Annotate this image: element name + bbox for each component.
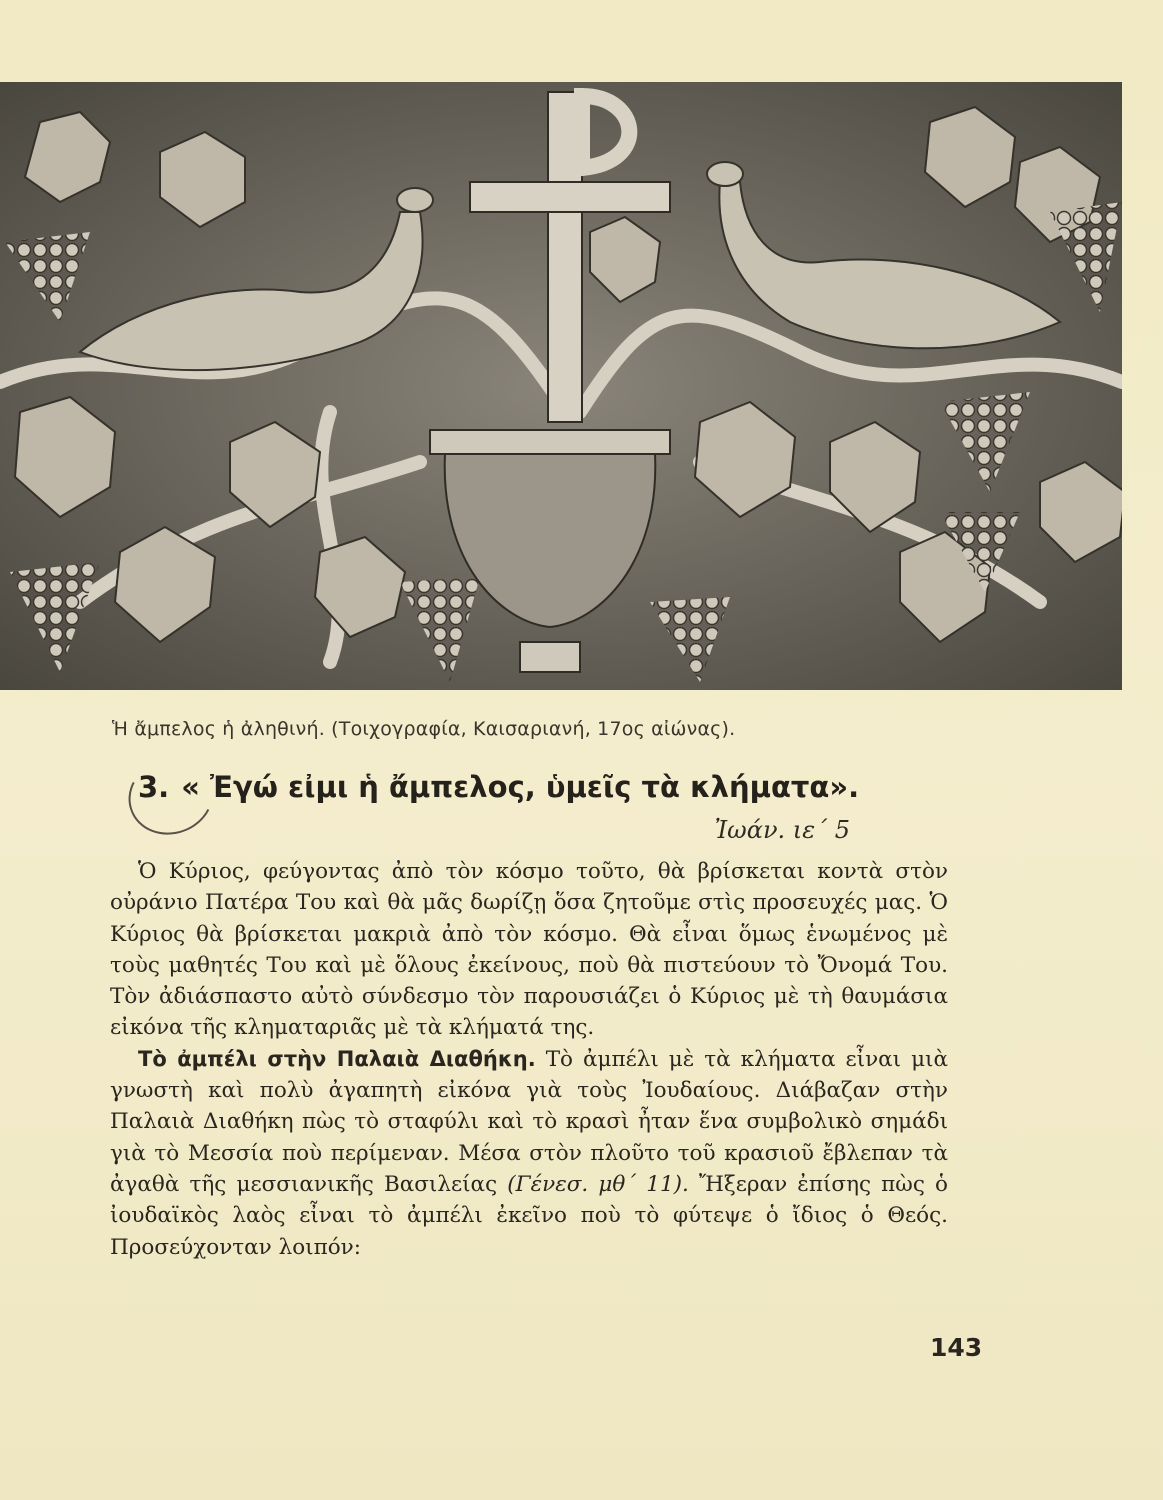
relief-photograph	[0, 82, 1122, 690]
section-number: 3.	[138, 770, 170, 804]
paragraph-2-text-a: Τὸ ἀμπέλι μὲ τὰ κλήματα εἶναι μιὰ γνωστὴ καὶ πολὺ ἀγαπητὴ εἰκόνα γιὰ τοὺς Ἰουδαίους. Διάβαζαν στὴν Παλαιὰ Διαθήκη πὼς τὸ σταφύλι καὶ τὸ κρασὶ ἦταν ἕνα συμβολικὸ σημάδι γιὰ τὸ Μεσσία ποὺ περίμεναν. Μέσα στὸν πλοῦτο τοῦ κρασιοῦ ἔβλεπαν τὰ ἀγαθὰ τῆς μεσσιανικῆς Βασιλείας	[110, 1046, 948, 1197]
page-number: 143	[930, 1333, 983, 1362]
section-heading	[138, 770, 998, 804]
paragraph-2	[110, 1044, 948, 1263]
paragraph-2-text-b: Ἤξεραν ἐπίσης πὼς ὁ ἰουδαϊκὸς λαὸς εἶναι τὸ ἀμπέλι ἐκεῖνο ποὺ τὸ φύτεψε ὁ ἴδιος ὁ Θεός. Προσεύχονταν λοιπόν:	[110, 1171, 948, 1260]
scripture-reference: Ἰωάν. ιε΄ 5	[714, 816, 850, 844]
paragraph-1: Ὁ Κύριος, φεύγοντας ἀπὸ τὸν κόσμο τοῦτο, θὰ βρίσκεται κοντὰ στὸν οὐράνιο Πατέρα Του καὶ θὰ μᾶς δωρίζῃ ὅσα ζητοῦμε στὶς προσευχές μας. Ὁ Κύριος θὰ βρίσκεται μακριὰ ἀπὸ τὸν κόσμο. Θὰ εἶναι ὅμως ἑνωμένος μὲ τοὺς μαθητές Του καὶ μὲ ὅλους ἐκείνους, ποὺ θὰ πιστεύουν τὸ Ὄνομά Του. Τὸν ἀδιάσπαστο αὐτὸ σύνδεσμο τὸν παρουσιάζει ὁ Κύριος μὲ τὴ θαυμάσια εἰκόνα τῆς κληματαριᾶς μὲ τὰ κλήματά της.	[110, 859, 948, 1041]
relief-illustration	[0, 82, 1122, 690]
paragraph-2-citation: (Γένεσ. μθ΄ 11).	[507, 1171, 689, 1197]
figure-caption: Ἡ ἄμπελος ἡ ἀληθινή. (Τοιχογραφία, Καισαριανή, 17ος αἰώνας).	[112, 718, 736, 740]
paragraph-subheading: Τὸ ἀμπέλι στὴν Παλαιὰ Διαθήκη.	[138, 1046, 536, 1071]
section-title: « Ἐγώ εἰμι ἡ ἄμπελος, ὑμεῖς τὰ κλήματα».	[181, 770, 860, 804]
body-text	[110, 856, 948, 1263]
